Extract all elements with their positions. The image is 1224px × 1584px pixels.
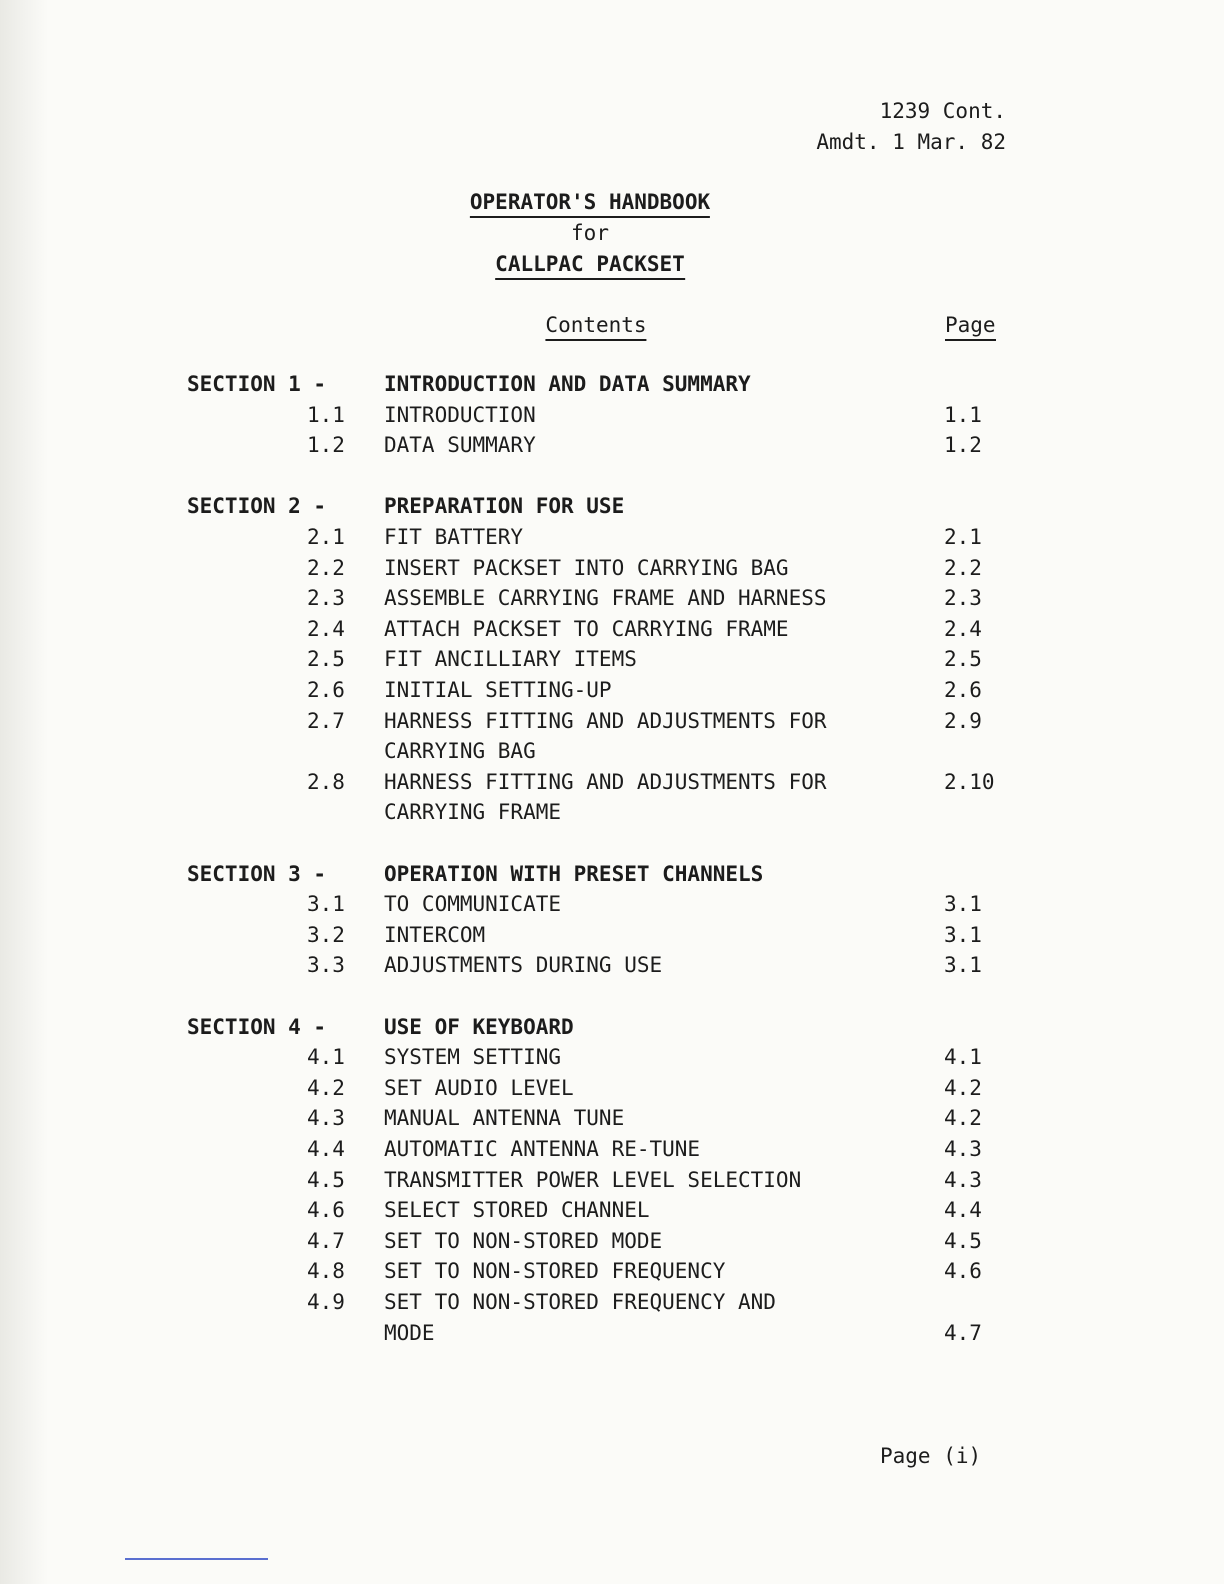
entry-title: HARNESS FITTING AND ADJUSTMENTS FOR [384,709,827,733]
entry-title: SET TO NON-STORED FREQUENCY AND [384,1290,776,1314]
entry-page: 4.2 [944,1106,982,1130]
entry-number: 4.2 [307,1076,345,1100]
title-callpac-packset: CALLPAC PACKSET [495,254,685,280]
entry-page: 4.3 [944,1137,982,1161]
title-for: for [571,221,609,245]
entry-number: 4.8 [307,1259,345,1283]
entry-page: 1.2 [944,433,982,457]
entry-title: INTRODUCTION [384,403,536,427]
entry-number: 3.2 [307,923,345,947]
entry-number: 1.1 [307,403,345,427]
entry-page: 4.4 [944,1198,982,1222]
page-left-shadow [0,0,48,1584]
entry-page: 4.1 [944,1045,982,1069]
entry-title: ADJUSTMENTS DURING USE [384,953,663,977]
entry-number: 2.8 [307,770,345,794]
entry-page: 2.10 [944,770,995,794]
section-title: OPERATION WITH PRESET CHANNELS [384,862,764,886]
entry-number: 2.3 [307,586,345,610]
entry-title: CARRYING BAG [384,739,536,763]
entry-page: 2.1 [944,525,982,549]
section-title: PREPARATION FOR USE [384,494,625,518]
entry-number: 2.6 [307,678,345,702]
section-label: SECTION 2 - [187,494,327,518]
entry-title: MODE [384,1321,435,1345]
entry-number: 3.3 [307,953,345,977]
entry-number: 4.1 [307,1045,345,1069]
section-label: SECTION 3 - [187,862,327,886]
entry-title: SET TO NON-STORED MODE [384,1229,663,1253]
entry-page: 4.3 [944,1168,982,1192]
entry-number: 4.6 [307,1198,345,1222]
entry-number: 4.5 [307,1168,345,1192]
entry-title: ASSEMBLE CARRYING FRAME AND HARNESS [384,586,827,610]
entry-title: TRANSMITTER POWER LEVEL SELECTION [384,1168,802,1192]
entry-title: SYSTEM SETTING [384,1045,562,1069]
entry-title: HARNESS FITTING AND ADJUSTMENTS FOR [384,770,827,794]
entry-title: SET AUDIO LEVEL [384,1076,574,1100]
entry-title: CARRYING FRAME [384,800,562,824]
entry-number: 1.2 [307,433,345,457]
document-reference: 1239 Cont. [879,99,1006,123]
entry-title: MANUAL ANTENNA TUNE [384,1106,625,1130]
entry-number: 3.1 [307,892,345,916]
page-column-heading: Page [945,315,996,341]
section-title: USE OF KEYBOARD [384,1015,574,1039]
entry-title: AUTOMATIC ANTENNA RE-TUNE [384,1137,701,1161]
bottom-rule [125,1558,268,1560]
entry-title: INITIAL SETTING-UP [384,678,612,702]
entry-page: 1.1 [944,403,982,427]
entry-page: 2.9 [944,709,982,733]
entry-title: DATA SUMMARY [384,433,536,457]
contents-heading: Contents [545,315,646,341]
entry-page: 4.2 [944,1076,982,1100]
entry-page: 2.6 [944,678,982,702]
page-number-footer: Page (i) [880,1444,982,1468]
entry-number: 2.7 [307,709,345,733]
entry-page: 3.1 [944,923,982,947]
entry-title: SET TO NON-STORED FREQUENCY [384,1259,726,1283]
entry-title: INTERCOM [384,923,486,947]
entry-number: 4.9 [307,1290,345,1314]
entry-number: 4.4 [307,1137,345,1161]
entry-number: 4.7 [307,1229,345,1253]
entry-title: FIT BATTERY [384,525,524,549]
entry-number: 2.1 [307,525,345,549]
section-title: INTRODUCTION AND DATA SUMMARY [384,372,751,396]
amendment-date: Amdt. 1 Mar. 82 [816,130,1006,154]
entry-page: 2.4 [944,617,982,641]
entry-title: ATTACH PACKSET TO CARRYING FRAME [384,617,789,641]
entry-number: 2.4 [307,617,345,641]
entry-page: 2.3 [944,586,982,610]
entry-title: SELECT STORED CHANNEL [384,1198,650,1222]
entry-page: 4.6 [944,1259,982,1283]
entry-page: 4.5 [944,1229,982,1253]
section-label: SECTION 1 - [187,372,327,396]
entry-title: INSERT PACKSET INTO CARRYING BAG [384,556,789,580]
entry-title: FIT ANCILLIARY ITEMS [384,647,637,671]
section-label: SECTION 4 - [187,1015,327,1039]
entry-number: 4.3 [307,1106,345,1130]
title-handbook: OPERATOR'S HANDBOOK [470,192,710,218]
entry-page: 2.5 [944,647,982,671]
entry-title: TO COMMUNICATE [384,892,562,916]
entry-page: 2.2 [944,556,982,580]
entry-page: 3.1 [944,953,982,977]
entry-number: 2.5 [307,647,345,671]
entry-page: 3.1 [944,892,982,916]
entry-page: 4.7 [944,1321,982,1345]
entry-number: 2.2 [307,556,345,580]
